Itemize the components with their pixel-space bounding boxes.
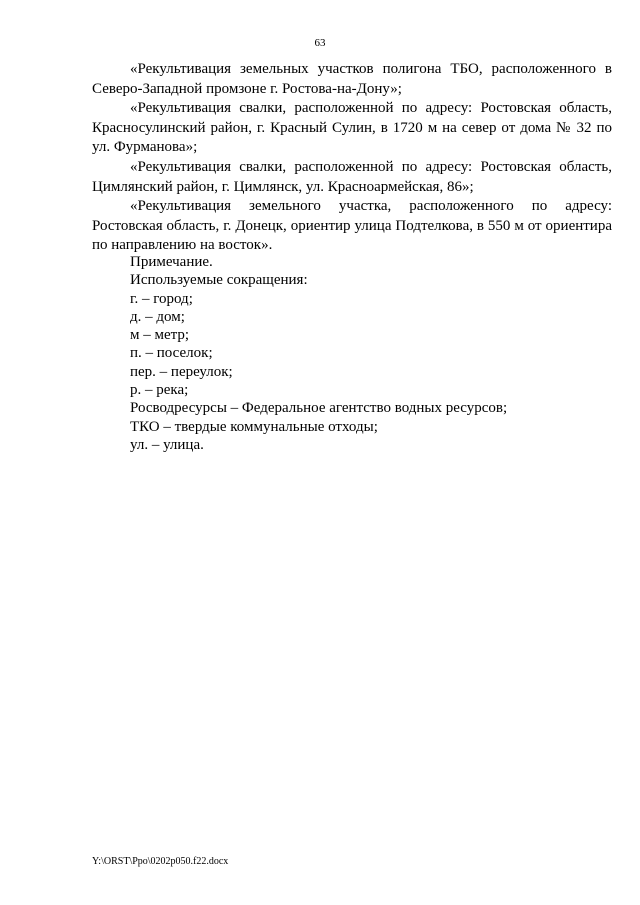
abbreviation-item: р. – река; (130, 382, 189, 399)
abbreviation-item: Росводресурсы – Федеральное агентство водных ресурсов; (130, 400, 508, 417)
abbreviation-item: ТКО – твердые коммунальные отходы; (130, 418, 378, 435)
document-body (92, 60, 612, 256)
paragraph: «Рекультивация свалки, расположенной по адресу: Ростовская область, Цимлянский район, г. Цимлянск, ул. Красноармейская, 86»; (92, 158, 612, 195)
abbreviation-item: п. – поселок; (130, 345, 213, 362)
note-subtitle: Используемые сокращения: (130, 272, 308, 289)
abbreviation-item: ул. – улица. (130, 436, 204, 453)
abbreviations-note (130, 253, 600, 454)
abbreviation-item: м – метр; (130, 327, 190, 344)
paragraph: «Рекультивация земельных участков полигона ТБО, расположенного в Северо-Западной промзоне г. Ростова-на-Дону»; (92, 61, 612, 97)
paragraph: «Рекультивация земельного участка, расположенного по адресу: Ростовская область, г. Донецк, ориентир улица Подтелкова, в 550 м от ориентира по направлению на восток». (92, 198, 612, 254)
file-path-footer: Y:\ORST\Ppo\0202p050.f22.docx (92, 856, 229, 867)
abbreviation-item: д. – дом; (130, 308, 185, 325)
page-number: 63 (314, 37, 326, 49)
paragraph: «Рекультивация свалки, расположенной по адресу: Ростовская область, Красносулинский район, г. Красный Сулин, в 1720 м на север от дома № 32 по ул. Фурманова»; (92, 100, 612, 156)
abbreviation-item: пер. – переулок; (130, 363, 233, 380)
note-title: Примечание. (130, 254, 213, 270)
abbreviation-item: г. – город; (130, 290, 193, 307)
